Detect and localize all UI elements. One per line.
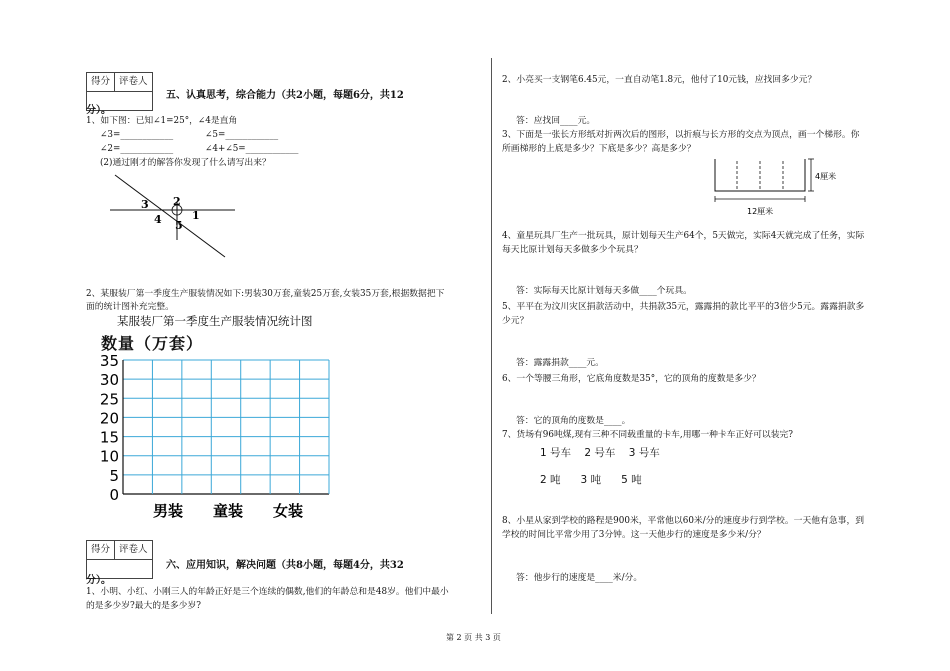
- q6-2-answer: 答：应找回____元。: [516, 116, 596, 126]
- angle-label-2: 2: [173, 195, 181, 208]
- q6-8-answer: 答：他步行的速度是____米/分。: [516, 573, 643, 583]
- chart-ylabel: 数量（万套）: [101, 334, 204, 353]
- angle-diagram: [105, 172, 240, 262]
- rect-width-label: 12厘米: [747, 207, 774, 216]
- chart-category-label: 男装: [152, 502, 184, 520]
- chart-ytick-label: 15: [99, 428, 119, 447]
- truck-tons: 2 吨 3 吨 5 吨: [540, 474, 642, 486]
- section-5-title-end: 分）。: [86, 105, 111, 116]
- chart-title: 某服装厂第一季度生产服装情况统计图: [117, 314, 313, 328]
- section-5-title: 五、认真思考，综合能力（共2小题，每题6分，共12: [166, 90, 404, 101]
- angle-label-1: 1: [192, 209, 200, 222]
- q6-8-stem-2: 学校的时间比平常少用了3分钟。这一天他步行的速度是多少米/分？: [502, 530, 766, 540]
- q6-6-answer: 答：它的顶角的度数是____。: [516, 416, 631, 426]
- page-footer: 第 2 页 共 3 页: [446, 633, 501, 642]
- q6-5-stem-2: 少元？: [502, 316, 529, 326]
- q5-1-angle5: ∠5=____________: [205, 130, 279, 140]
- q6-2-stem: 2、小亮买一支钢笔6.45元，一直自动笔1.8元，他付了10元钱，应找回多少元？: [502, 75, 817, 85]
- section-6-title: 六、应用知识，解决问题（共8小题，每题4分，共32: [166, 560, 404, 571]
- q6-1-stem-2: 的是多少岁?最大的是多少岁?: [86, 601, 201, 611]
- q6-7-stem: 7、货场有96吨煤,现有三种不同载重量的卡车,用哪一种卡车正好可以装完?: [502, 430, 794, 440]
- column-divider: [491, 58, 492, 614]
- bar-chart: [95, 352, 345, 520]
- q6-1-stem: 1、小明、小红、小刚三人的年龄正好是三个连续的偶数,他们的年龄总和是48岁。他们中最小: [86, 587, 449, 597]
- chart-ytick-label: 5: [109, 466, 119, 485]
- section-6-title-end: 分）。: [86, 575, 111, 586]
- q6-4-answer: 答：实际每天比原计划每天多做____个玩具。: [516, 286, 692, 296]
- chart-category-label: 女装: [272, 502, 304, 520]
- grader-label: 评卷人: [119, 76, 148, 87]
- q6-3-stem-2: 所画梯形的上底是多少？下底是多少？高是多少？: [502, 144, 696, 154]
- chart-ytick-label: 25: [99, 390, 119, 409]
- chart-ytick-label: 0: [109, 486, 119, 504]
- chart-ytick-label: 30: [99, 371, 119, 390]
- chart-ytick-label: 35: [99, 352, 119, 370]
- chart-category-label: 童装: [212, 502, 244, 520]
- q5-1-stem: 1、如下图：已知∠1=25°，∠4是直角: [86, 116, 238, 126]
- q5-1-part2: (2)通过刚才的解答你发现了什么请写出来？: [100, 158, 271, 168]
- chart-ytick-label: 10: [99, 447, 119, 466]
- q6-4-stem-2: 每天比原计划每天多做多少个玩具？: [502, 245, 643, 255]
- score-label: 得分: [87, 73, 115, 91]
- grader-label: 评卷人: [119, 544, 148, 555]
- score-label: 得分: [87, 541, 115, 559]
- q5-2-stem-2: 面的统计图补充完整。: [86, 302, 174, 312]
- q6-4-stem: 4、童星玩具厂生产一批玩具，原计划每天生产64个，5天做完，实际4天就完成了任务，实际: [502, 231, 865, 241]
- angle-label-4: 4: [154, 213, 162, 226]
- angle-label-5: 5: [175, 219, 183, 232]
- q6-5-stem: 5、平平在为汶川灾区捐款活动中，共捐款35元，露露捐的款比平平的3倍少5元。露露捐款多: [502, 302, 865, 312]
- q5-1-angle45: ∠4+∠5=____________: [205, 144, 299, 154]
- q6-8-stem: 8、小星从家到学校的路程是900米，平常他以60米/分的速度步行到学校。一天他有急事，到: [502, 516, 865, 526]
- q6-6-stem: 6、一个等腰三角形，它底角度数是35°，它的顶角的度数是多少？: [502, 374, 761, 384]
- truck-names: 1 号车 2 号车 3 号车: [540, 447, 660, 459]
- q6-3-stem: 3、下面是一张长方形纸对折两次后的图形，以折痕与长方形的交点为顶点，画一个梯形。你: [502, 130, 860, 140]
- folded-rectangle-diagram: [705, 156, 845, 224]
- q5-1-angle2: ∠2=____________: [100, 144, 174, 154]
- q5-2-stem: 2、某服装厂第一季度生产服装情况如下:男装30万套,童装25万套,女装35万套,根据数据把下: [86, 289, 445, 299]
- rect-height-label: 4厘米: [815, 172, 837, 181]
- chart-ytick-label: 20: [99, 409, 119, 428]
- angle-label-3: 3: [141, 198, 149, 211]
- q5-1-angle3: ∠3=____________: [100, 130, 174, 140]
- q6-5-answer: 答：露露捐款____元。: [516, 358, 604, 368]
